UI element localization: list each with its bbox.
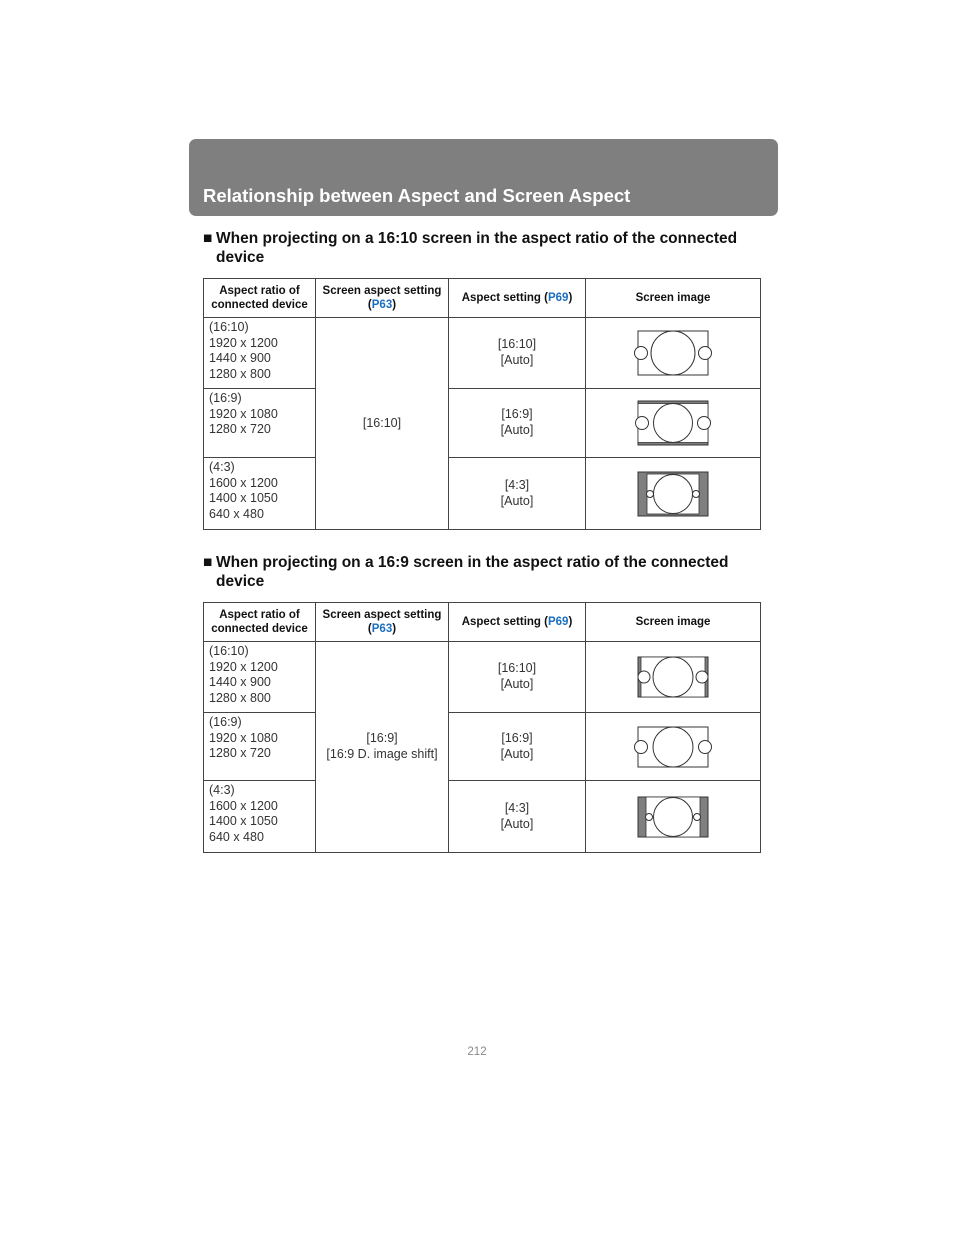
section-heading-16-10 (203, 229, 763, 267)
16-9-screen-16-9-image-icon (634, 724, 712, 770)
section-heading-line2: device (216, 573, 265, 590)
column-header-aspect-setting: Aspect setting (P69) (449, 279, 586, 318)
device-aspect-cell: (16:10) 1920 x 1200 1440 x 900 1280 x 800 (204, 642, 316, 713)
screen-image-cell (586, 458, 761, 530)
screen-image-cell (586, 781, 761, 853)
section-heading-16-9 (203, 553, 763, 591)
aspect-setting-cell: [16:10] [Auto] (449, 318, 586, 389)
table-row (204, 318, 761, 389)
column-header-screen-image: Screen image (586, 279, 761, 318)
table-header-row (204, 603, 761, 642)
16-9-screen-4-3-image-icon (634, 794, 712, 840)
aspect-table-16-10-screen (203, 278, 761, 530)
screen-image-cell (586, 389, 761, 458)
device-aspect-cell: (16:9) 1920 x 1080 1280 x 720 (204, 713, 316, 781)
column-header-screen-aspect: Screen aspect setting (P63) (316, 279, 449, 318)
aspect-setting-cell: [16:10] [Auto] (449, 642, 586, 713)
page-link-p63[interactable]: P63 (371, 299, 393, 311)
screen-image-cell (586, 713, 761, 781)
page-number: 212 (467, 1046, 487, 1058)
device-aspect-cell: (16:10) 1920 x 1200 1440 x 900 1280 x 800 (204, 318, 316, 389)
table-row (204, 781, 761, 853)
screen-image-cell (586, 642, 761, 713)
16-9-screen-16-10-image-icon (634, 654, 712, 700)
column-header-device-aspect: Aspect ratio of connected device (204, 603, 316, 642)
screen-aspect-setting-cell: [16:9] [16:9 D. image shift] (316, 642, 449, 853)
aspect-setting-cell: [16:9] [Auto] (449, 389, 586, 458)
page-title: Relationship between Aspect and Screen Aspect (203, 185, 631, 206)
aspect-table-16-9-screen (203, 602, 761, 853)
aspect-setting-cell: [4:3] [Auto] (449, 781, 586, 853)
16-10-screen-16-10-image-icon (634, 330, 712, 376)
column-header-screen-image: Screen image (586, 603, 761, 642)
section-heading-line1: When projecting on a 16:9 screen in the aspect ratio of the connected (216, 554, 729, 571)
column-header-screen-aspect: Screen aspect setting (P63) (316, 603, 449, 642)
table-row (204, 642, 761, 713)
square-bullet-icon: ■ (203, 554, 213, 571)
16-10-screen-4-3-image-icon (634, 471, 712, 517)
aspect-setting-cell: [4:3] [Auto] (449, 458, 586, 530)
aspect-setting-cell: [16:9] [Auto] (449, 713, 586, 781)
section-heading-line2: device (216, 249, 265, 266)
table-row (204, 389, 761, 458)
column-header-device-aspect: Aspect ratio of connected device (204, 279, 316, 318)
page-link-p63[interactable]: P63 (371, 623, 393, 635)
table-row (204, 713, 761, 781)
device-aspect-cell: (16:9) 1920 x 1080 1280 x 720 (204, 389, 316, 458)
square-bullet-icon: ■ (203, 230, 213, 247)
16-10-screen-16-9-image-icon (634, 400, 712, 446)
page-link-p69[interactable]: P69 (547, 616, 569, 628)
page-link-p69[interactable]: P69 (547, 292, 569, 304)
table-header-row (204, 279, 761, 318)
screen-aspect-setting-cell: [16:10] (316, 318, 449, 530)
column-header-aspect-setting: Aspect setting (P69) (449, 603, 586, 642)
table-row (204, 458, 761, 530)
device-aspect-cell: (4:3) 1600 x 1200 1400 x 1050 640 x 480 (204, 781, 316, 853)
screen-image-cell (586, 318, 761, 389)
chapter-header-bar (189, 139, 778, 216)
device-aspect-cell: (4:3) 1600 x 1200 1400 x 1050 640 x 480 (204, 458, 316, 530)
section-heading-line1: When projecting on a 16:10 screen in the aspect ratio of the connected (216, 230, 738, 247)
